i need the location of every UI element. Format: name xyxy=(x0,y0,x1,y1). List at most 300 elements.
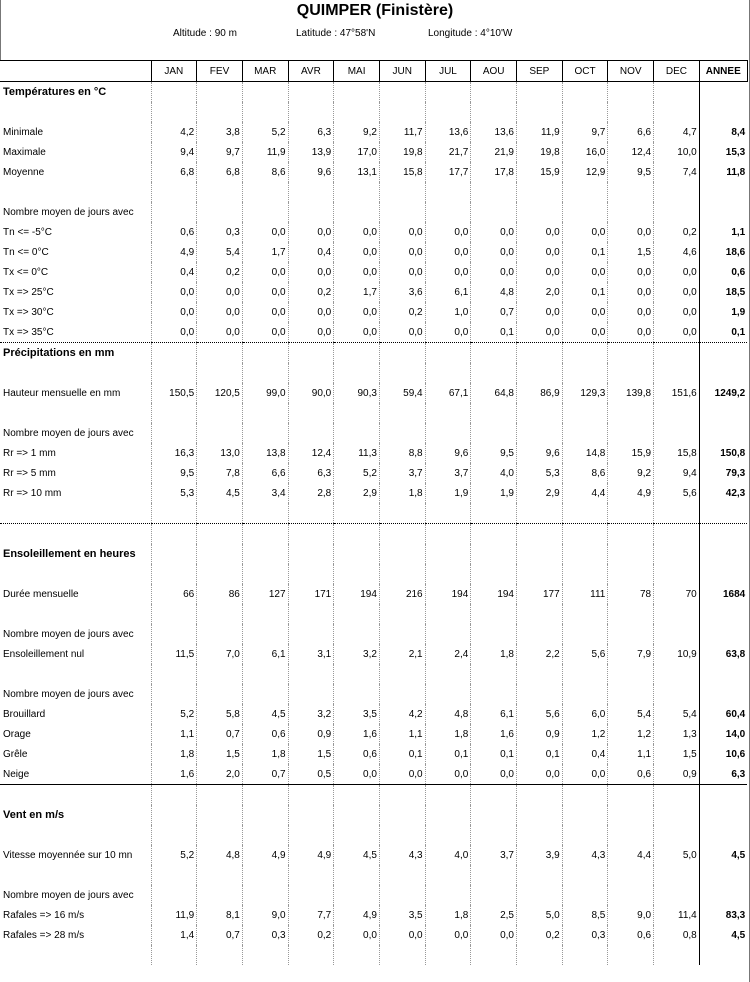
month-cell: 0,0 xyxy=(471,242,517,262)
section-title: Températures en °C xyxy=(3,86,107,98)
month-cell xyxy=(608,664,654,684)
month-cell xyxy=(334,805,380,825)
month-cell xyxy=(334,604,380,624)
month-cell xyxy=(197,503,243,524)
month-cell: 0,0 xyxy=(242,262,288,282)
month-cell: 15,8 xyxy=(654,443,700,463)
month-cell: 0,0 xyxy=(288,302,334,322)
subheading-row xyxy=(0,423,747,443)
month-cell: 0,0 xyxy=(562,222,608,242)
month-cell xyxy=(517,885,563,905)
month-cell: 1,6 xyxy=(334,724,380,744)
month-cell xyxy=(288,564,334,584)
month-cell: 0,0 xyxy=(379,764,425,785)
month-cell: 4,8 xyxy=(197,845,243,865)
month-cell xyxy=(471,564,517,584)
month-cell xyxy=(242,684,288,704)
month-cell: 0,1 xyxy=(425,744,471,764)
subheading-row xyxy=(0,885,747,905)
month-cell xyxy=(562,182,608,202)
month-cell xyxy=(471,182,517,202)
month-cell xyxy=(242,805,288,825)
month-cell xyxy=(517,82,563,103)
table-row xyxy=(0,383,747,403)
month-cell xyxy=(654,82,700,103)
month-cell: 16,0 xyxy=(562,142,608,162)
month-cell: 0,7 xyxy=(471,302,517,322)
month-cell: 13,6 xyxy=(471,122,517,142)
table-row xyxy=(0,483,747,503)
month-cell: 15,9 xyxy=(608,443,654,463)
month-cell xyxy=(608,544,654,564)
month-cell xyxy=(334,102,380,122)
month-cell xyxy=(562,343,608,364)
annee-cell xyxy=(699,564,747,584)
month-cell: 0,3 xyxy=(242,925,288,945)
row-label: Maximale xyxy=(3,146,46,158)
month-cell xyxy=(242,182,288,202)
month-cell: 0,9 xyxy=(517,724,563,744)
annee-cell xyxy=(699,544,747,564)
month-cell: 1,1 xyxy=(379,724,425,744)
month-cell xyxy=(197,524,243,545)
month-cell: 129,3 xyxy=(562,383,608,403)
month-cell: 0,0 xyxy=(242,282,288,302)
month-cell xyxy=(379,664,425,684)
month-cell xyxy=(197,865,243,885)
month-cell: 21,7 xyxy=(425,142,471,162)
month-cell xyxy=(425,664,471,684)
month-cell: 0,6 xyxy=(334,744,380,764)
month-cell: 19,8 xyxy=(379,142,425,162)
month-cell: 6,8 xyxy=(197,162,243,182)
month-cell xyxy=(471,363,517,383)
annee-cell: 4,5 xyxy=(699,845,747,865)
month-cell: 0,0 xyxy=(608,282,654,302)
month-cell: 0,9 xyxy=(288,724,334,744)
month-cell xyxy=(379,82,425,103)
month-cell: 8,6 xyxy=(562,463,608,483)
month-cell xyxy=(425,785,471,806)
month-cell: 8,5 xyxy=(562,905,608,925)
month-cell xyxy=(197,403,243,423)
month-cell: 90,0 xyxy=(288,383,334,403)
month-cell: 3,5 xyxy=(379,905,425,925)
month-cell xyxy=(425,503,471,524)
annee-cell xyxy=(699,182,747,202)
month-cell xyxy=(151,82,197,103)
annee-cell: 1,1 xyxy=(699,222,747,242)
month-cell xyxy=(379,524,425,545)
month-cell xyxy=(517,825,563,845)
month-cell: 0,0 xyxy=(517,222,563,242)
month-cell xyxy=(151,363,197,383)
month-cell xyxy=(151,805,197,825)
month-cell: 21,9 xyxy=(471,142,517,162)
month-cell xyxy=(517,524,563,545)
month-cell xyxy=(151,865,197,885)
month-header: FEV xyxy=(197,61,243,82)
month-cell: 1,5 xyxy=(288,744,334,764)
month-cell: 1,1 xyxy=(608,744,654,764)
month-cell xyxy=(425,524,471,545)
month-cell xyxy=(242,102,288,122)
header-blank xyxy=(0,61,151,82)
row-label: Brouillard xyxy=(3,708,46,720)
month-header: AOU xyxy=(471,61,517,82)
annee-cell: 42,3 xyxy=(699,483,747,503)
month-cell xyxy=(334,684,380,704)
header-row xyxy=(0,61,747,82)
month-cell xyxy=(288,825,334,845)
annee-cell xyxy=(699,624,747,644)
latitude-text: Latitude : 47°58'N xyxy=(296,28,376,39)
row-label xyxy=(0,363,151,383)
annee-cell: 83,3 xyxy=(699,905,747,925)
month-cell: 3,2 xyxy=(288,704,334,724)
month-cell: 0,0 xyxy=(562,302,608,322)
month-cell xyxy=(242,503,288,524)
month-cell: 1,5 xyxy=(608,242,654,262)
month-cell: 2,0 xyxy=(517,282,563,302)
month-cell: 7,7 xyxy=(288,905,334,925)
month-cell xyxy=(242,423,288,443)
month-cell xyxy=(288,102,334,122)
month-cell xyxy=(471,544,517,564)
month-cell xyxy=(288,945,334,965)
month-header: MAR xyxy=(242,61,288,82)
annee-cell xyxy=(699,524,747,545)
month-cell xyxy=(242,403,288,423)
annee-header: ANNEE xyxy=(699,61,747,82)
month-cell: 17,7 xyxy=(425,162,471,182)
month-cell: 5,3 xyxy=(517,463,563,483)
month-cell xyxy=(562,524,608,545)
month-cell xyxy=(471,684,517,704)
month-cell: 4,9 xyxy=(242,845,288,865)
month-cell: 4,5 xyxy=(242,704,288,724)
month-cell xyxy=(517,544,563,564)
annee-cell: 60,4 xyxy=(699,704,747,724)
month-cell xyxy=(197,945,243,965)
month-cell xyxy=(242,624,288,644)
month-cell: 6,1 xyxy=(471,704,517,724)
month-cell xyxy=(151,564,197,584)
annee-cell: 15,3 xyxy=(699,142,747,162)
month-cell: 67,1 xyxy=(425,383,471,403)
month-cell: 9,6 xyxy=(517,443,563,463)
month-cell: 1,9 xyxy=(425,483,471,503)
month-cell xyxy=(197,102,243,122)
month-cell: 127 xyxy=(242,584,288,604)
month-cell xyxy=(562,664,608,684)
month-cell xyxy=(425,423,471,443)
month-cell xyxy=(197,182,243,202)
spacer-row xyxy=(0,403,747,423)
month-cell: 0,0 xyxy=(517,262,563,282)
table-row xyxy=(0,262,747,282)
table-row xyxy=(0,162,747,182)
row-label: Nombre moyen de jours avec xyxy=(3,427,134,439)
month-cell: 5,2 xyxy=(151,704,197,724)
month-cell: 0,5 xyxy=(288,764,334,785)
subheading-row xyxy=(0,684,747,704)
month-cell: 13,9 xyxy=(288,142,334,162)
annee-cell xyxy=(699,202,747,222)
month-cell xyxy=(517,564,563,584)
month-cell xyxy=(197,624,243,644)
month-cell: 5,8 xyxy=(197,704,243,724)
month-cell: 17,0 xyxy=(334,142,380,162)
month-cell: 0,0 xyxy=(517,242,563,262)
month-cell xyxy=(334,343,380,364)
month-cell: 0,0 xyxy=(334,925,380,945)
month-cell xyxy=(334,182,380,202)
month-cell xyxy=(562,865,608,885)
table-row xyxy=(0,302,747,322)
month-cell xyxy=(608,403,654,423)
month-cell xyxy=(242,825,288,845)
month-cell xyxy=(242,945,288,965)
month-cell: 120,5 xyxy=(197,383,243,403)
month-cell xyxy=(379,202,425,222)
month-cell: 0,0 xyxy=(425,222,471,242)
month-cell: 0,3 xyxy=(562,925,608,945)
month-cell: 1,6 xyxy=(471,724,517,744)
month-cell: 0,6 xyxy=(608,764,654,785)
month-cell: 0,0 xyxy=(471,764,517,785)
month-cell xyxy=(151,544,197,564)
month-cell xyxy=(379,624,425,644)
month-cell xyxy=(654,785,700,806)
month-cell: 0,6 xyxy=(608,925,654,945)
month-cell: 9,2 xyxy=(334,122,380,142)
month-cell: 0,9 xyxy=(654,764,700,785)
month-cell: 17,8 xyxy=(471,162,517,182)
month-cell xyxy=(608,885,654,905)
month-cell: 9,2 xyxy=(608,463,654,483)
month-cell: 6,8 xyxy=(151,162,197,182)
annee-cell xyxy=(699,885,747,905)
month-cell xyxy=(608,865,654,885)
month-cell xyxy=(242,604,288,624)
annee-cell xyxy=(699,865,747,885)
row-label: Nombre moyen de jours avec xyxy=(3,688,134,700)
month-cell: 1,7 xyxy=(334,282,380,302)
month-cell: 0,4 xyxy=(151,262,197,282)
month-cell xyxy=(654,403,700,423)
month-cell xyxy=(242,785,288,806)
month-header: OCT xyxy=(562,61,608,82)
month-cell xyxy=(334,363,380,383)
annee-cell xyxy=(699,825,747,845)
month-cell xyxy=(334,503,380,524)
month-cell xyxy=(379,885,425,905)
month-cell: 9,7 xyxy=(197,142,243,162)
row-label xyxy=(0,182,151,202)
month-cell: 0,0 xyxy=(379,322,425,343)
month-cell xyxy=(334,423,380,443)
month-cell xyxy=(471,202,517,222)
month-cell: 5,0 xyxy=(517,905,563,925)
month-cell xyxy=(471,945,517,965)
month-cell xyxy=(471,785,517,806)
month-cell: 0,0 xyxy=(379,222,425,242)
month-cell: 171 xyxy=(288,584,334,604)
month-cell xyxy=(379,182,425,202)
month-cell xyxy=(471,403,517,423)
spacer-row xyxy=(0,503,747,524)
annee-cell xyxy=(699,403,747,423)
month-cell xyxy=(517,363,563,383)
month-cell xyxy=(654,604,700,624)
month-cell xyxy=(562,785,608,806)
month-cell: 4,4 xyxy=(562,483,608,503)
annee-cell xyxy=(699,785,747,806)
month-cell xyxy=(334,945,380,965)
month-cell xyxy=(425,82,471,103)
month-cell xyxy=(151,503,197,524)
spacer-row xyxy=(0,825,747,845)
month-cell: 4,5 xyxy=(197,483,243,503)
month-cell: 194 xyxy=(471,584,517,604)
month-cell xyxy=(425,684,471,704)
month-cell xyxy=(151,423,197,443)
month-cell: 4,5 xyxy=(334,845,380,865)
month-cell xyxy=(608,182,654,202)
month-cell xyxy=(517,202,563,222)
annee-cell: 4,5 xyxy=(699,925,747,945)
month-cell xyxy=(151,945,197,965)
month-cell: 86 xyxy=(197,584,243,604)
row-label: Rr => 10 mm xyxy=(3,487,62,499)
month-cell xyxy=(379,805,425,825)
month-cell: 0,2 xyxy=(288,282,334,302)
month-cell: 7,9 xyxy=(608,644,654,664)
month-cell xyxy=(197,363,243,383)
month-cell xyxy=(197,604,243,624)
month-cell xyxy=(562,805,608,825)
table-row xyxy=(0,845,747,865)
month-cell: 0,1 xyxy=(471,744,517,764)
month-cell: 0,0 xyxy=(242,302,288,322)
annee-cell: 18,6 xyxy=(699,242,747,262)
annee-cell: 79,3 xyxy=(699,463,747,483)
month-cell: 0,2 xyxy=(379,302,425,322)
month-cell xyxy=(425,805,471,825)
month-cell xyxy=(517,785,563,806)
spacer-row xyxy=(0,182,747,202)
month-cell xyxy=(288,202,334,222)
month-cell: 0,0 xyxy=(425,764,471,785)
month-cell: 9,0 xyxy=(608,905,654,925)
month-cell xyxy=(654,805,700,825)
month-cell: 5,6 xyxy=(517,704,563,724)
month-cell xyxy=(608,343,654,364)
month-cell xyxy=(471,865,517,885)
table-row xyxy=(0,142,747,162)
month-cell xyxy=(517,945,563,965)
month-header: DEC xyxy=(654,61,700,82)
altitude-text: Altitude : 90 m xyxy=(173,28,237,39)
row-label xyxy=(0,865,151,885)
month-cell xyxy=(425,544,471,564)
month-cell: 5,3 xyxy=(151,483,197,503)
month-cell xyxy=(288,604,334,624)
month-cell xyxy=(288,664,334,684)
annee-cell xyxy=(699,82,747,103)
annee-cell: 8,4 xyxy=(699,122,747,142)
row-label: Moyenne xyxy=(3,166,45,178)
month-cell xyxy=(517,182,563,202)
table-row xyxy=(0,222,747,242)
month-cell: 0,0 xyxy=(334,764,380,785)
month-cell xyxy=(151,624,197,644)
month-cell xyxy=(517,423,563,443)
month-cell xyxy=(151,785,197,806)
month-cell: 2,1 xyxy=(379,644,425,664)
month-cell xyxy=(379,684,425,704)
month-cell xyxy=(288,684,334,704)
month-cell xyxy=(242,885,288,905)
month-header: MAI xyxy=(334,61,380,82)
row-label xyxy=(0,604,151,624)
month-cell xyxy=(654,363,700,383)
month-cell xyxy=(654,503,700,524)
row-label xyxy=(0,102,151,122)
month-cell xyxy=(654,865,700,885)
month-cell xyxy=(334,624,380,644)
month-cell xyxy=(288,403,334,423)
month-cell: 0,0 xyxy=(197,282,243,302)
spacer-row xyxy=(0,564,747,584)
month-cell xyxy=(562,564,608,584)
month-cell: 9,0 xyxy=(242,905,288,925)
month-cell: 11,4 xyxy=(654,905,700,925)
section-heading-row xyxy=(0,82,747,103)
month-cell: 9,5 xyxy=(608,162,654,182)
month-cell: 10,0 xyxy=(654,142,700,162)
month-cell: 0,0 xyxy=(379,242,425,262)
row-label xyxy=(0,664,151,684)
month-cell xyxy=(379,423,425,443)
month-cell: 0,0 xyxy=(517,764,563,785)
month-cell xyxy=(562,684,608,704)
longitude-text: Longitude : 4°10'W xyxy=(428,28,513,39)
month-cell xyxy=(608,945,654,965)
spacer-row xyxy=(0,865,747,885)
month-cell: 15,9 xyxy=(517,162,563,182)
month-cell xyxy=(562,202,608,222)
month-cell: 5,2 xyxy=(242,122,288,142)
month-cell: 6,0 xyxy=(562,704,608,724)
row-label: Tn <= -5°C xyxy=(3,226,53,238)
annee-cell xyxy=(699,805,747,825)
row-label xyxy=(0,524,151,545)
month-cell: 7,8 xyxy=(197,463,243,483)
month-cell: 0,1 xyxy=(471,322,517,343)
month-cell: 0,0 xyxy=(197,302,243,322)
annee-cell xyxy=(699,423,747,443)
month-cell: 1,5 xyxy=(197,744,243,764)
month-cell xyxy=(288,524,334,545)
month-cell xyxy=(608,423,654,443)
month-cell xyxy=(288,885,334,905)
month-cell xyxy=(288,624,334,644)
row-label: Orage xyxy=(3,728,31,740)
month-cell xyxy=(471,825,517,845)
month-header: JAN xyxy=(151,61,197,82)
